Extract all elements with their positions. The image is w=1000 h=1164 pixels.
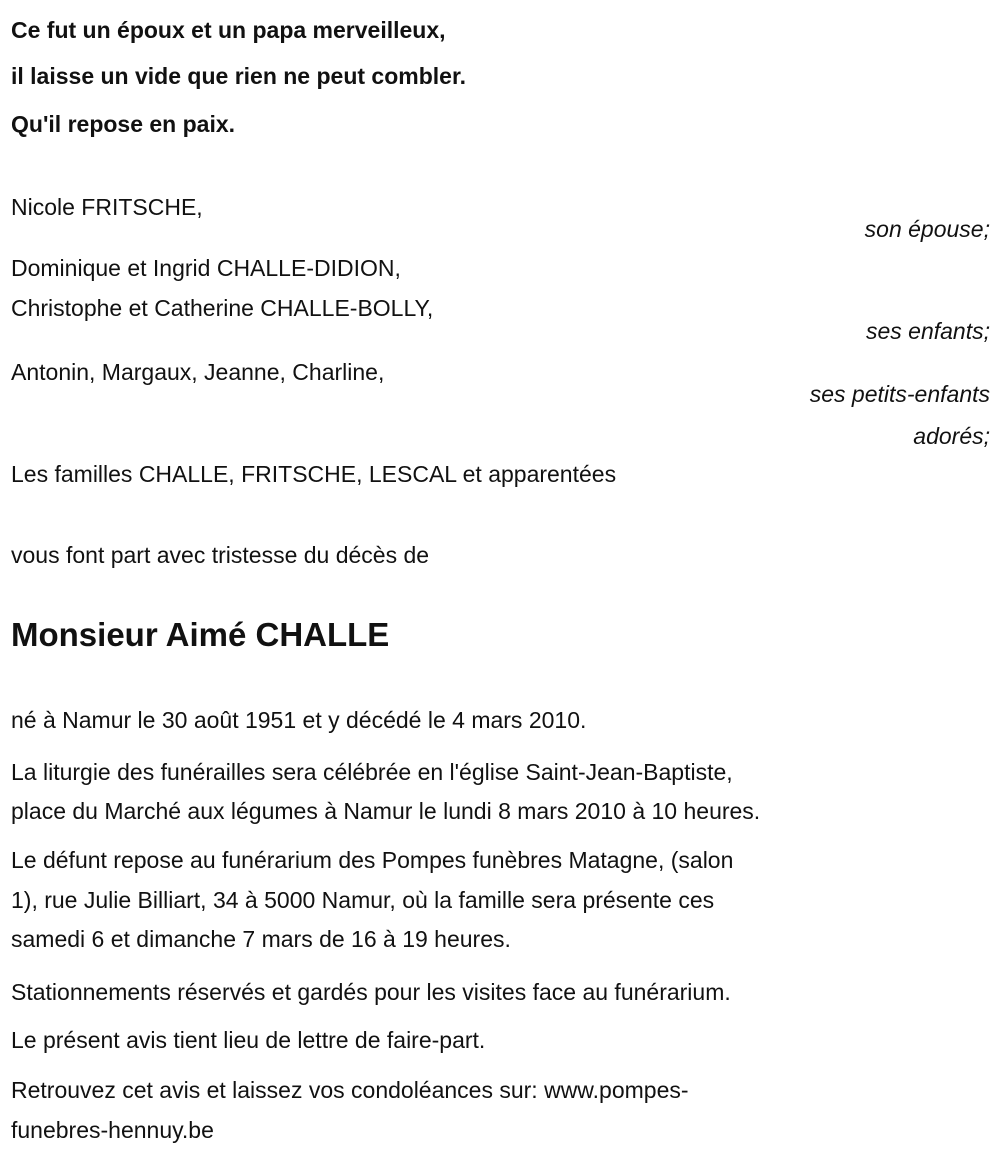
spouse-name: Nicole FRITSCHE, — [11, 194, 203, 220]
children-role: ses enfants; — [865, 318, 990, 344]
grandchildren-role: ses petits-enfants — [809, 381, 990, 407]
liturgy-line: place du Marché aux légumes à Namur le lundi 8 mars 2010 à 10 heures. — [11, 798, 761, 824]
rest-line: Le défunt repose au funérarium des Pompes funèbres Matagne, (salon — [11, 847, 734, 873]
parking: Stationnements réservés et gardés pour les visites face au funérarium. — [11, 979, 731, 1005]
intro-line: Qu'il repose en paix. — [11, 111, 236, 137]
liturgy-line: La liturgie des funérailles sera célébrée en l'église Saint-Jean-Baptiste, — [11, 759, 733, 785]
spouse-role: son épouse; — [864, 216, 990, 242]
deceased-name: Monsieur Aimé CHALLE — [11, 616, 390, 653]
notice: Le présent avis tient lieu de lettre de faire-part. — [11, 1027, 486, 1053]
intro-line: il laisse un vide que rien ne peut combler. — [11, 63, 467, 89]
announcement: vous font part avec tristesse du décès de — [11, 542, 430, 568]
child-name: Dominique et Ingrid CHALLE-DIDION, — [11, 255, 401, 281]
child-name: Christophe et Catherine CHALLE-BOLLY, — [11, 295, 434, 321]
birth-death: né à Namur le 30 août 1951 et y décédé le 4 mars 2010. — [11, 707, 587, 733]
condolences-line: Retrouvez cet avis et laissez vos condoléances sur: www.pompes- — [11, 1077, 689, 1103]
grandchildren-names: Antonin, Margaux, Jeanne, Charline, — [11, 359, 385, 385]
rest-line: 1), rue Julie Billiart, 34 à 5000 Namur, où la famille sera présente ces — [11, 887, 715, 913]
condolences-link[interactable]: funebres-hennuy.be — [11, 1117, 214, 1143]
intro-line: Ce fut un époux et un papa merveilleux, — [11, 17, 446, 43]
families: Les familles CHALLE, FRITSCHE, LESCAL et apparentées — [11, 461, 617, 487]
rest-line: samedi 6 et dimanche 7 mars de 16 à 19 heures. — [11, 926, 511, 952]
grandchildren-role: adorés; — [913, 423, 990, 449]
